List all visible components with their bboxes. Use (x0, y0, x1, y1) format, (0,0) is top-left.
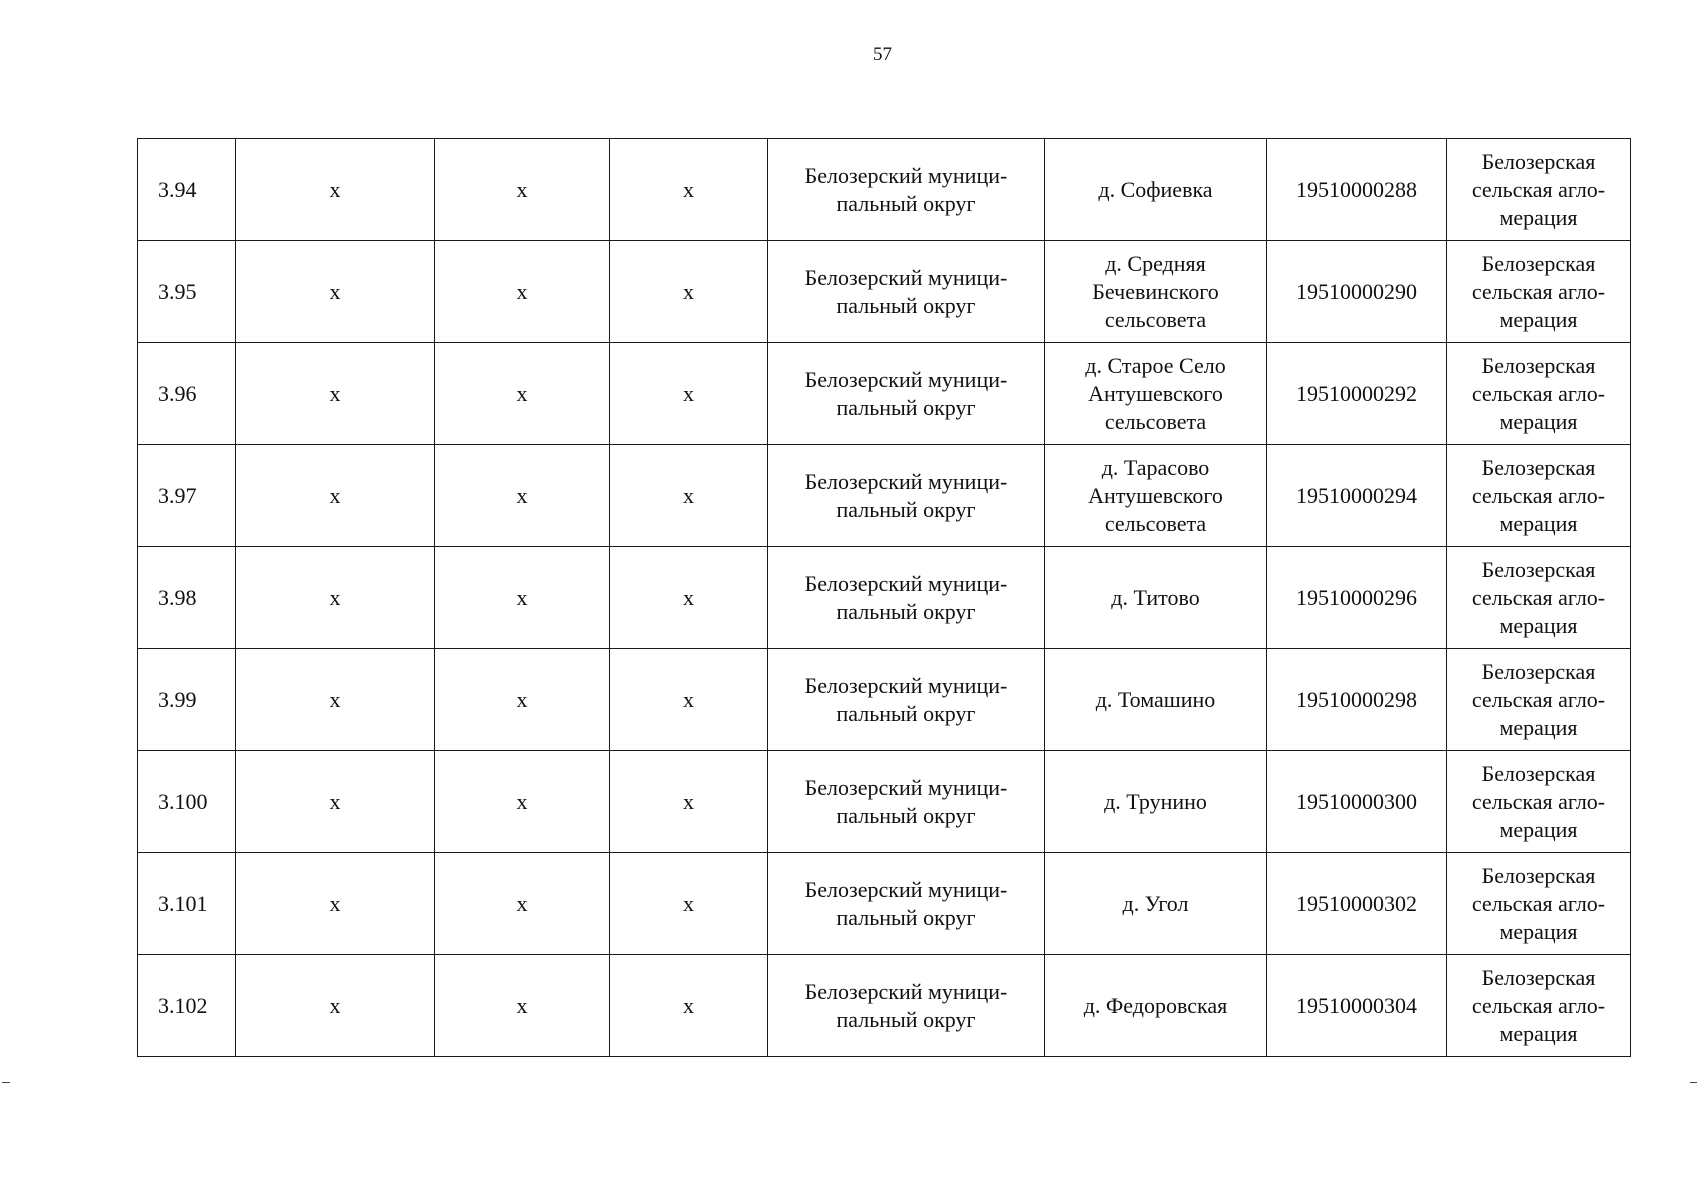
cell-number: 3.97 (138, 445, 236, 547)
cell-number: 3.98 (138, 547, 236, 649)
cell-x: х (435, 649, 610, 751)
cell-code: 19510000292 (1267, 343, 1447, 445)
cell-locality (1045, 853, 1267, 955)
cell-agglomeration-line: Белозерская (1481, 352, 1596, 378)
cell-district-line: Белозерский муници- (804, 876, 1008, 902)
cell-agglomeration-line: мерация (1499, 306, 1578, 332)
cell-district (768, 547, 1045, 649)
cell-agglomeration-line: сельская агло- (1471, 686, 1606, 712)
cell-agglomeration (1447, 343, 1631, 445)
cell-district (768, 853, 1045, 955)
cell-agglomeration (1447, 955, 1631, 1057)
cell-code: 19510000290 (1267, 241, 1447, 343)
cell-number: 3.102 (138, 955, 236, 1057)
table-row (138, 343, 1631, 445)
table-row (138, 547, 1631, 649)
cell-x: х (610, 547, 768, 649)
cell-x: х (236, 343, 435, 445)
cell-agglomeration-line: мерация (1499, 714, 1578, 740)
cell-district-line: Белозерский муници- (804, 774, 1008, 800)
table-row (138, 139, 1631, 241)
cell-agglomeration (1447, 241, 1631, 343)
cell-locality (1045, 445, 1267, 547)
cell-x: х (435, 343, 610, 445)
cell-agglomeration-line: сельская агло- (1471, 788, 1606, 814)
cell-x: х (435, 445, 610, 547)
cell-code: 19510000288 (1267, 139, 1447, 241)
cell-district-line: Белозерский муници- (804, 366, 1008, 392)
cell-x: х (610, 853, 768, 955)
cell-agglomeration (1447, 751, 1631, 853)
cell-district-line: пальный округ (836, 394, 976, 420)
cell-district (768, 751, 1045, 853)
cell-district (768, 445, 1045, 547)
cell-x: х (236, 547, 435, 649)
cell-code: 19510000296 (1267, 547, 1447, 649)
cell-agglomeration-line: Белозерская (1481, 250, 1596, 276)
cell-locality-line: д. Старое Село (1085, 352, 1226, 378)
cell-locality (1045, 139, 1267, 241)
cell-agglomeration-line: сельская агло- (1471, 584, 1606, 610)
cell-district-line: пальный округ (836, 598, 976, 624)
cell-x: х (610, 445, 768, 547)
cell-locality (1045, 547, 1267, 649)
cell-district-line: пальный округ (836, 904, 976, 930)
cell-agglomeration-line: сельская агло- (1471, 176, 1606, 202)
cell-locality-line: Антушевского (1088, 380, 1223, 406)
cell-agglomeration (1447, 649, 1631, 751)
cell-district-line: Белозерский муници- (804, 162, 1008, 188)
table-row (138, 853, 1631, 955)
cell-x: х (435, 139, 610, 241)
cell-number: 3.99 (138, 649, 236, 751)
cell-x: х (610, 955, 768, 1057)
cell-x: х (236, 955, 435, 1057)
cell-x: х (610, 649, 768, 751)
cell-district (768, 241, 1045, 343)
cell-locality (1045, 649, 1267, 751)
cell-district-line: Белозерский муници- (804, 978, 1008, 1004)
cell-agglomeration-line: мерация (1499, 816, 1578, 842)
cell-agglomeration-line: Белозерская (1481, 556, 1596, 582)
cell-locality-line: д. Угол (1122, 890, 1189, 916)
margin-mark-right (1690, 1082, 1697, 1083)
cell-agglomeration-line: мерация (1499, 918, 1578, 944)
cell-number: 3.94 (138, 139, 236, 241)
cell-agglomeration-line: сельская агло- (1471, 278, 1606, 304)
cell-district-line: Белозерский муници- (804, 672, 1008, 698)
cell-x: х (435, 751, 610, 853)
cell-locality-line: д. Софиевка (1098, 176, 1213, 202)
cell-x: х (610, 343, 768, 445)
cell-locality-line: д. Средняя (1105, 250, 1206, 276)
cell-locality-line: д. Тарасово (1101, 454, 1210, 480)
table-row (138, 649, 1631, 751)
cell-number: 3.101 (138, 853, 236, 955)
cell-x: х (610, 241, 768, 343)
cell-district-line: Белозерский муници- (804, 264, 1008, 290)
cell-locality (1045, 751, 1267, 853)
cell-agglomeration-line: мерация (1499, 510, 1578, 536)
cell-x: х (236, 649, 435, 751)
table-row (138, 241, 1631, 343)
cell-district-line: Белозерский муници- (804, 570, 1008, 596)
cell-locality (1045, 343, 1267, 445)
table-row (138, 751, 1631, 853)
cell-x: х (236, 445, 435, 547)
cell-district-line: пальный округ (836, 802, 976, 828)
cell-code: 19510000300 (1267, 751, 1447, 853)
cell-district (768, 343, 1045, 445)
cell-district-line: пальный округ (836, 700, 976, 726)
cell-agglomeration-line: сельская агло- (1471, 482, 1606, 508)
table-row (138, 445, 1631, 547)
cell-locality-line: д. Федоровская (1083, 992, 1228, 1018)
cell-number: 3.95 (138, 241, 236, 343)
cell-locality (1045, 241, 1267, 343)
cell-x: х (435, 955, 610, 1057)
cell-agglomeration (1447, 547, 1631, 649)
cell-agglomeration-line: мерация (1499, 204, 1578, 230)
cell-district (768, 139, 1045, 241)
cell-agglomeration-line: Белозерская (1481, 148, 1596, 174)
cell-x: х (236, 751, 435, 853)
cell-code: 19510000298 (1267, 649, 1447, 751)
cell-agglomeration-line: сельская агло- (1471, 380, 1606, 406)
cell-x: х (435, 853, 610, 955)
page-number: 57 (873, 44, 892, 65)
cell-agglomeration-line: сельская агло- (1471, 890, 1606, 916)
cell-agglomeration-line: сельская агло- (1471, 992, 1606, 1018)
cell-x: х (236, 853, 435, 955)
cell-district (768, 955, 1045, 1057)
cell-locality-line: Антушевского (1088, 482, 1223, 508)
cell-locality (1045, 955, 1267, 1057)
cell-agglomeration-line: мерация (1499, 408, 1578, 434)
cell-x: х (435, 547, 610, 649)
cell-x: х (236, 241, 435, 343)
cell-code: 19510000304 (1267, 955, 1447, 1057)
cell-district-line: пальный округ (836, 190, 976, 216)
cell-district-line: пальный округ (836, 292, 976, 318)
cell-agglomeration-line: Белозерская (1481, 454, 1596, 480)
cell-agglomeration (1447, 445, 1631, 547)
cell-locality-line: сельсовета (1104, 510, 1207, 536)
cell-agglomeration-line: Белозерская (1481, 964, 1596, 990)
cell-locality-line: Бечевинского (1092, 278, 1219, 304)
cell-district-line: пальный округ (836, 496, 976, 522)
cell-agglomeration-line: Белозерская (1481, 658, 1596, 684)
cell-x: х (236, 139, 435, 241)
cell-agglomeration-line: мерация (1499, 612, 1578, 638)
cell-agglomeration (1447, 853, 1631, 955)
cell-number: 3.100 (138, 751, 236, 853)
cell-locality-line: сельсовета (1104, 408, 1207, 434)
margin-mark-left (2, 1082, 10, 1083)
cell-agglomeration-line: Белозерская (1481, 862, 1596, 888)
cell-code: 19510000302 (1267, 853, 1447, 955)
cell-agglomeration (1447, 139, 1631, 241)
table-row (138, 955, 1631, 1057)
cell-district (768, 649, 1045, 751)
settlements-table (137, 138, 1631, 1057)
cell-district-line: Белозерский муници- (804, 468, 1008, 494)
cell-number: 3.96 (138, 343, 236, 445)
cell-code: 19510000294 (1267, 445, 1447, 547)
cell-x: х (610, 751, 768, 853)
cell-agglomeration-line: Белозерская (1481, 760, 1596, 786)
cell-locality-line: д. Титово (1111, 584, 1200, 610)
cell-district-line: пальный округ (836, 1006, 976, 1032)
cell-locality-line: д. Трунино (1104, 788, 1207, 814)
cell-agglomeration-line: мерация (1499, 1020, 1578, 1046)
cell-x: х (435, 241, 610, 343)
cell-x: х (610, 139, 768, 241)
cell-locality-line: сельсовета (1104, 306, 1207, 332)
cell-locality-line: д. Томашино (1095, 686, 1216, 712)
table-body (138, 139, 1631, 1057)
